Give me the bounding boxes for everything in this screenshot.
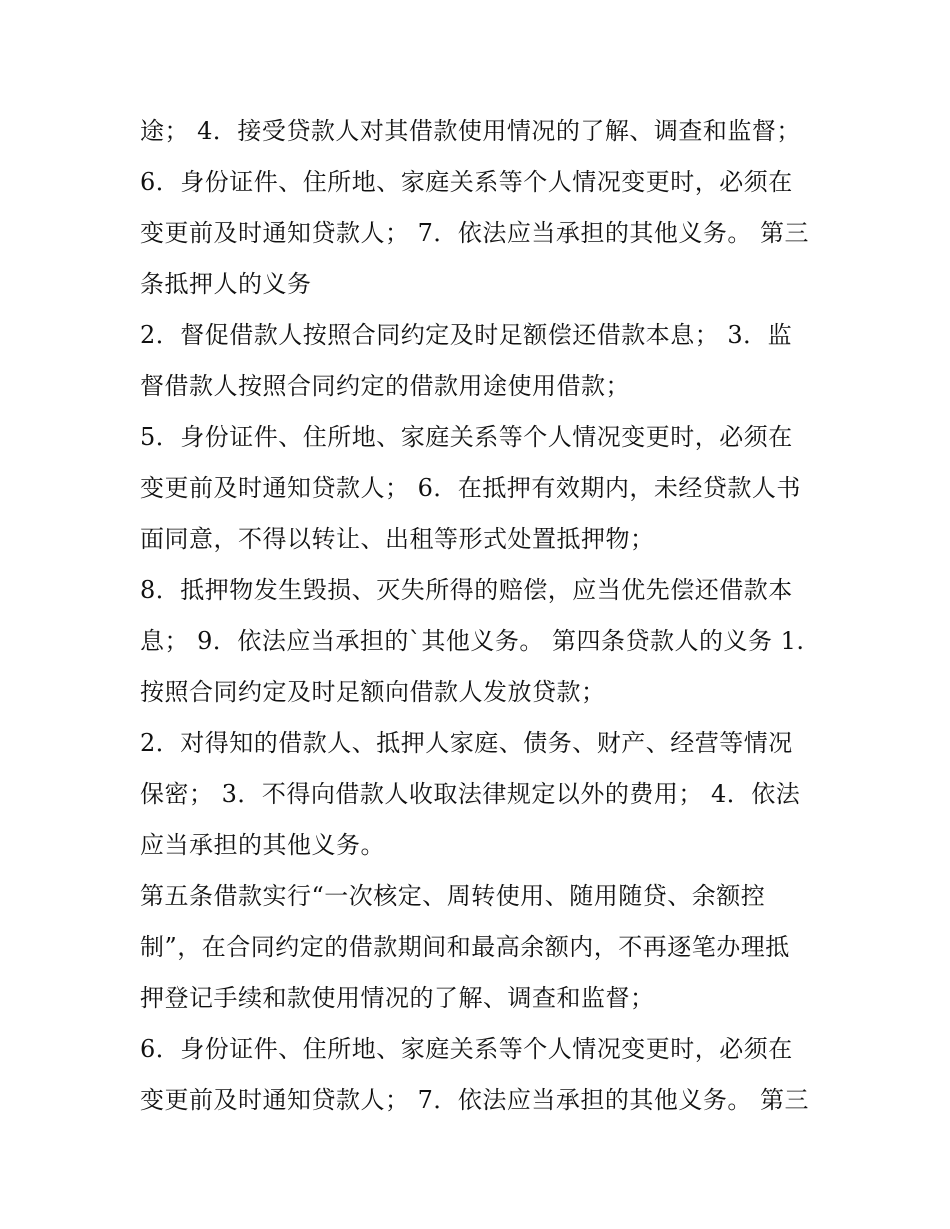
text-line: 2．督促借款人按照合同约定及时足额偿还借款本息； 3．监 xyxy=(140,321,793,349)
text-line: 途； 4．接受贷款人对其借款使用情况的了解、调查和监督； xyxy=(140,117,801,145)
text-line: 5．身份证件、住所地、家庭关系等个人情况变更时，必须在 xyxy=(140,423,793,451)
text-line: 2．对得知的借款人、抵押人家庭、债务、财产、经营等情况 xyxy=(140,729,793,757)
text-line: 6．身份证件、住所地、家庭关系等个人情况变更时，必须在 xyxy=(140,1035,793,1063)
text-line: 条抵押人的义务 xyxy=(140,270,312,298)
text-line: 变更前及时通知贷款人； 7．依法应当承担的其他义务。 第三 xyxy=(140,1086,810,1114)
text-line: 第五条借款实行“一次核定、周转使用、随用随贷、余额控 xyxy=(140,882,766,910)
text-line: 变更前及时通知贷款人； 7．依法应当承担的其他义务。 第三 xyxy=(140,219,810,247)
text-line: 保密； 3．不得向借款人收取法律规定以外的费用； 4．依法 xyxy=(140,780,801,808)
text-line: 8．抵押物发生毁损、灭失所得的赔偿，应当优先偿还借款本 xyxy=(140,576,793,604)
text-line: 制”，在合同约定的借款期间和最高余额内，不再逐笔办理抵 xyxy=(140,933,790,961)
text-line: 面同意，不得以转让、出租等形式处置抵押物； xyxy=(140,525,655,553)
text-line: 按照合同约定及时足额向借款人发放贷款； xyxy=(140,678,606,706)
document-body xyxy=(140,106,830,1126)
text-line: 应当承担的其他义务。 xyxy=(140,831,385,859)
text-line: 变更前及时通知贷款人； 6．在抵押有效期内，未经贷款人书 xyxy=(140,474,801,502)
text-line: 督借款人按照合同约定的借款用途使用借款； xyxy=(140,372,630,400)
text-line: 押登记手续和款使用情况的了解、调查和监督； xyxy=(140,984,655,1012)
text-line: 息； 9．依法应当承担的`其他义务。 第四条贷款人的义务 1. xyxy=(140,627,805,655)
text-line: 6．身份证件、住所地、家庭关系等个人情况变更时，必须在 xyxy=(140,168,793,196)
